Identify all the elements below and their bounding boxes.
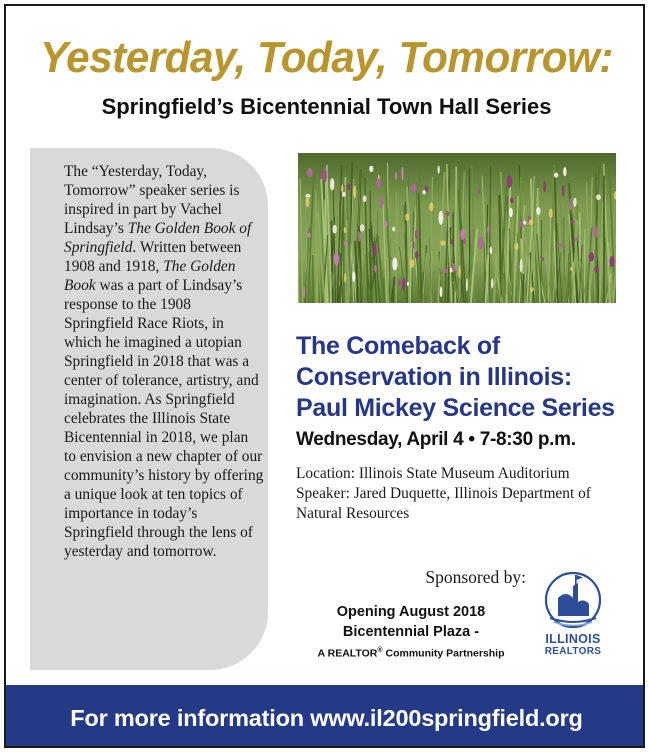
logo-text-realtors: REALTORS	[544, 646, 602, 657]
wildflower	[347, 184, 350, 190]
wildflower	[307, 168, 313, 177]
wildflower	[563, 167, 566, 176]
sponsor-line-1: Opening August 2018	[336, 604, 486, 620]
wildflower	[398, 279, 401, 286]
sponsor-line-3-prefix: A REALTOR	[317, 647, 378, 660]
wildflower	[572, 220, 575, 224]
wildflower	[442, 269, 447, 273]
sponsor-line-3-suffix: Community Partnership	[382, 647, 505, 660]
wildflower	[450, 239, 452, 244]
wildflower	[303, 286, 305, 298]
sponsored-by-label: Sponsored by:	[425, 567, 526, 587]
sidebar-book-short: The Golden Book	[64, 258, 236, 294]
sponsor-details	[306, 602, 516, 663]
wildflower	[344, 273, 346, 283]
sidebar-text-2: . Written between 1908 and 1918,	[64, 239, 242, 275]
wildflower	[363, 195, 367, 202]
realtors-emblem-icon	[526, 568, 620, 632]
footer-info-text: For more information www.il200springfield.org	[70, 705, 583, 731]
wildflower	[415, 230, 418, 239]
wildflower	[306, 197, 310, 208]
wildflower	[570, 267, 572, 271]
sidebar-book-title: The Golden Book of Springfield	[64, 220, 252, 256]
wildflower	[392, 227, 395, 232]
wildflower	[520, 259, 523, 273]
wildflower	[594, 226, 598, 238]
wildflower	[440, 240, 445, 245]
wildflower	[332, 225, 336, 234]
page-title: Yesterday, Today, Tomorrow:	[39, 33, 614, 82]
wildflower	[514, 243, 518, 251]
meadow-illustration	[298, 153, 616, 303]
wildflower	[374, 265, 376, 273]
wildflower	[425, 186, 429, 192]
wildflower	[543, 181, 546, 193]
registered-mark: ®	[377, 647, 383, 654]
event-speaker: Speaker: Jared Duquette, Illinois Department of Natural Resources	[296, 485, 591, 522]
wildflower	[609, 256, 614, 267]
wildflower	[510, 197, 514, 203]
illinois-realtors-logo	[526, 568, 620, 668]
wildflower	[594, 266, 599, 273]
wildflower	[509, 208, 513, 218]
wildflower	[460, 229, 465, 240]
footer-banner	[6, 685, 645, 748]
wildflower	[478, 237, 483, 250]
wildflower	[569, 198, 571, 211]
event-title-line-1: The Comeback of	[296, 332, 500, 360]
event-title-line-3: Paul Mickey Science Series	[296, 394, 615, 422]
wildflower	[491, 278, 494, 288]
sidebar-text-3: was a part of Lindsay’s response to the 1908 Springfield Race Riots, in which he imagined a utopian Springfield in 2018 that was a center of tolerance, artistry, and imagination. As Springfield celebrates the Illinois State Bicentennial in 2018, we plan to envision a new chapter of our community’s history by offering a unique look at ten topics of importance in today’s Springfield through the lens of yesterday and tomorrow.	[64, 277, 264, 560]
wildflower	[353, 185, 356, 198]
wildflower	[554, 173, 559, 178]
page-subtitle: Springfield’s Bicentennial Town Hall Series	[101, 94, 552, 119]
event-details	[296, 464, 636, 524]
wildflower	[341, 184, 343, 192]
wildflower	[549, 208, 553, 218]
wildflower	[369, 166, 373, 172]
event-location: Location: Illinois State Museum Auditorium	[296, 465, 570, 482]
wildflower	[487, 226, 489, 234]
wildflower	[596, 194, 601, 200]
wildflower	[574, 237, 578, 241]
wildflower	[384, 221, 388, 228]
wildflower	[344, 227, 347, 233]
wildflower	[412, 241, 414, 248]
logo-text-illinois: ILLINOIS	[545, 632, 601, 646]
wildflower	[530, 287, 534, 292]
grass-stem	[390, 237, 391, 303]
wildflower	[536, 207, 540, 215]
wildflower	[478, 188, 480, 194]
wildflower	[446, 211, 450, 216]
wildflower	[409, 259, 414, 268]
wildflower	[342, 192, 346, 197]
grass-stem	[384, 278, 385, 303]
wildflower	[438, 166, 440, 174]
wildflower	[401, 167, 403, 181]
wildflower	[373, 243, 376, 256]
wildflower	[507, 175, 512, 188]
wildflower	[352, 271, 355, 282]
sponsor-line-3	[306, 642, 516, 663]
grass-stem	[317, 252, 318, 303]
wildflower	[440, 286, 443, 297]
prairie-wildflowers-image	[298, 153, 616, 303]
wildflower	[452, 263, 456, 272]
wildflower	[438, 211, 443, 225]
sidebar-text-1: The “Yesterday, Today, Tomorrow” speaker series is inspired in part by Vachel Lindsay’s	[64, 163, 240, 237]
wildflower	[562, 185, 565, 197]
wildflower	[541, 257, 544, 261]
wildflower	[405, 214, 409, 221]
wildflower	[466, 278, 468, 291]
wildflower	[523, 220, 526, 224]
event-date: Wednesday, April 4 • 7-8:30 p.m.	[296, 429, 576, 450]
wildflower	[395, 172, 397, 180]
flyer	[4, 4, 645, 748]
sponsor-line-2: Bicentennial Plaza -	[342, 624, 480, 640]
wildflower	[407, 282, 409, 286]
wildflower	[429, 202, 433, 211]
wildflower	[402, 278, 405, 291]
wildflower	[529, 219, 534, 225]
event-title-line-2: Conservation in Illinois:	[296, 363, 572, 391]
wildflower	[307, 233, 311, 238]
wildflower	[358, 231, 360, 241]
sidebar-description	[64, 162, 264, 561]
wildflower	[330, 178, 335, 190]
wildflower	[558, 243, 563, 247]
wildflower	[344, 241, 348, 245]
wildflower	[411, 184, 417, 193]
wildflower	[573, 198, 576, 207]
wildflower	[490, 247, 492, 254]
wildflower	[322, 168, 327, 182]
wildflower	[458, 265, 461, 278]
wildflower	[376, 178, 381, 188]
wildflower	[380, 195, 383, 208]
wildflower	[334, 252, 339, 265]
wildflower	[415, 251, 419, 258]
wildflower	[589, 252, 595, 261]
wildflower	[392, 258, 397, 271]
wildflower	[360, 224, 365, 231]
event-title	[296, 331, 645, 424]
